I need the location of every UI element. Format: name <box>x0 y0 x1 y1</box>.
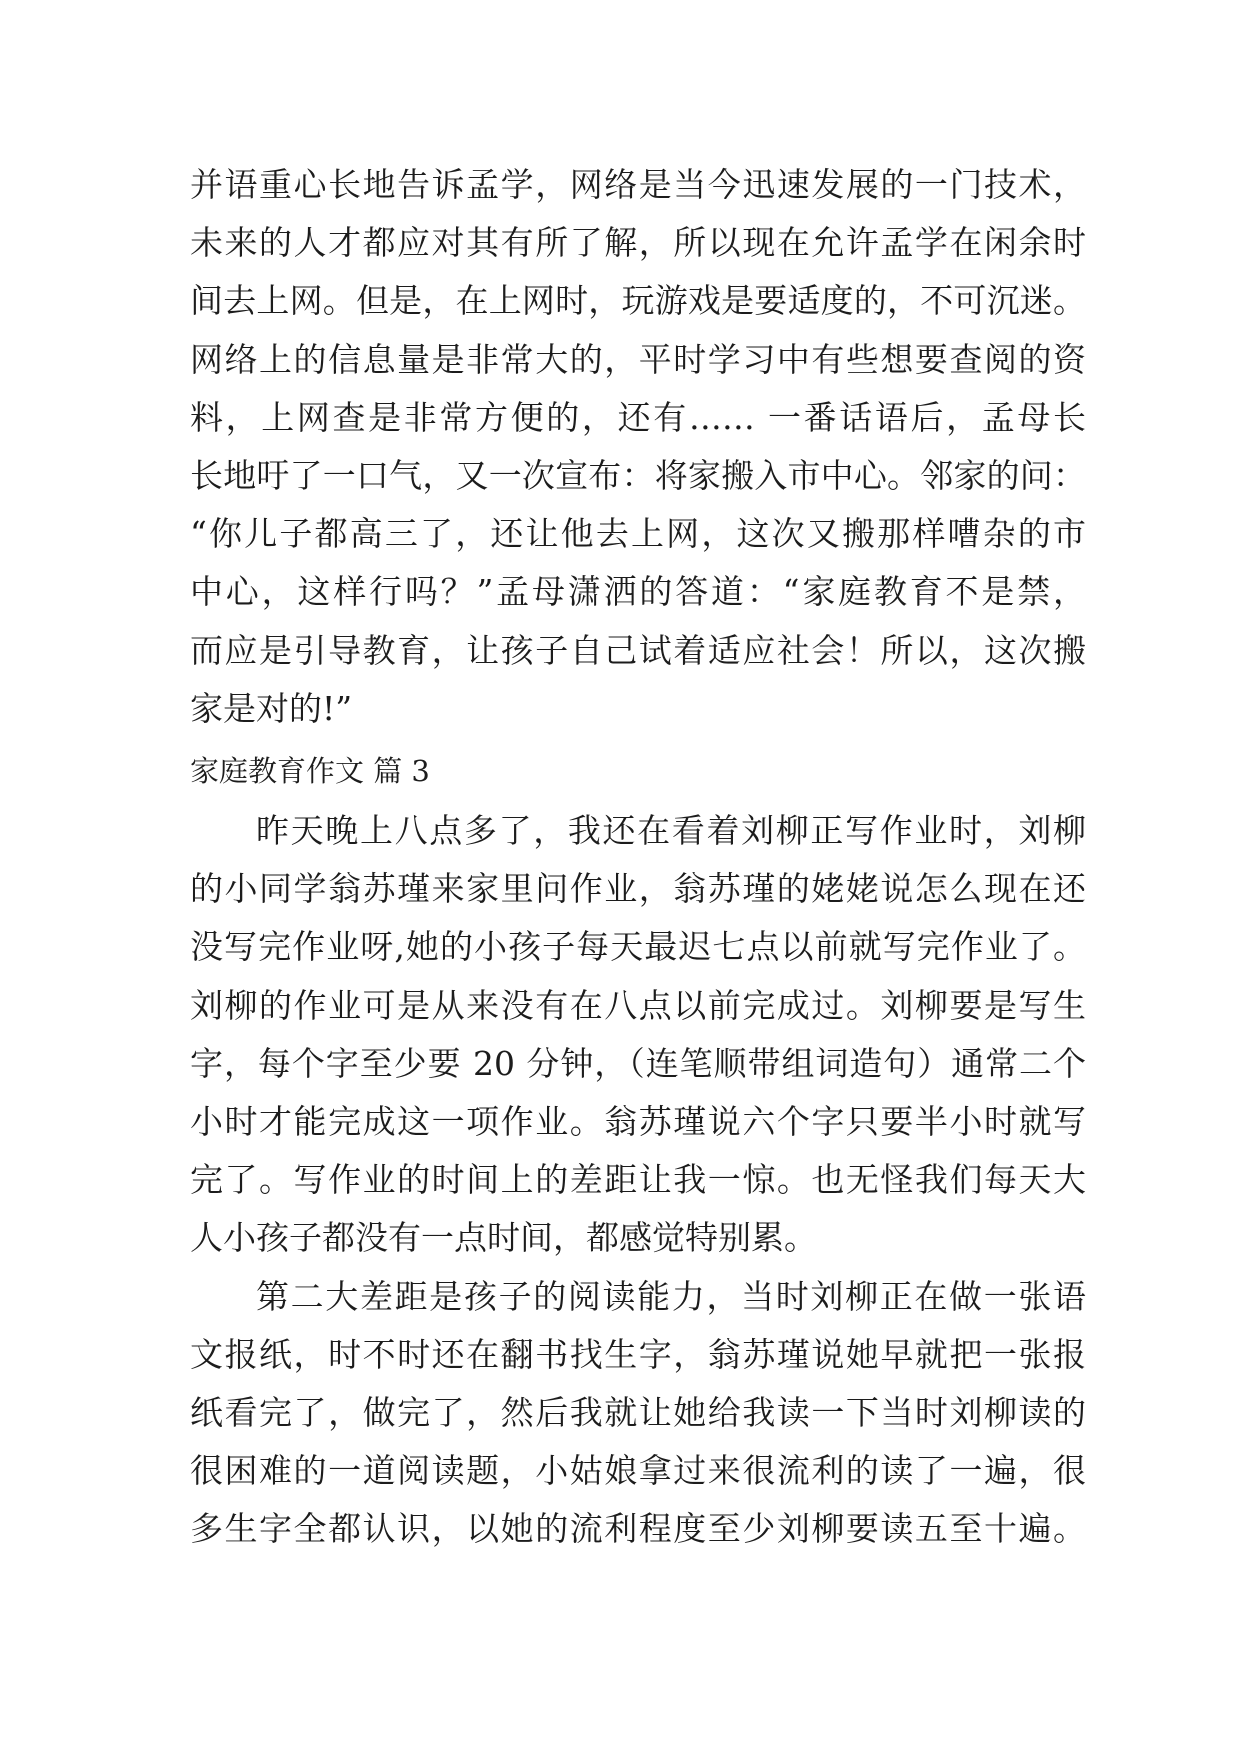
section-heading: 家庭教育作文 篇 3 <box>190 754 430 788</box>
text-line: “你儿子都高三了，还让他去上网，这次又搬那样嘈杂的市 <box>190 514 1086 553</box>
text-line: 昨天晚上八点多了，我还在看着刘柳正写作业时，刘柳 <box>256 811 1086 850</box>
text-line: 的小同学翁苏瑾来家里问作业，翁苏瑾的姥姥说怎么现在还 <box>190 869 1086 908</box>
text-line: 未来的人才都应对其有所了解，所以现在允许孟学在闲余时 <box>190 223 1086 262</box>
text-line: 家是对的!” <box>190 689 353 728</box>
text-line: 字，每个字至少要 20 分钟，（连笔顺带组词造句）通常二个 <box>190 1044 1086 1083</box>
text-line: 人小孩子都没有一点时间，都感觉特别累。 <box>190 1218 817 1257</box>
text-line: 第二大差距是孩子的阅读能力，当时刘柳正在做一张语 <box>256 1277 1086 1316</box>
text-line: 并语重心长地告诉孟学，网络是当今迅速发展的一门技术， <box>190 165 1086 204</box>
text-line: 没写完作业呀,她的小孩子每天最迟七点以前就写完作业了。 <box>190 927 1086 966</box>
text-line: 网络上的信息量是非常大的，平时学习中有些想要查阅的资 <box>190 340 1086 379</box>
text-line: 文报纸，时不时还在翻书找生字，翁苏瑾说她早就把一张报 <box>190 1335 1086 1374</box>
text-line: 料，上网查是非常方便的，还有…… 一番话语后，孟母长 <box>190 398 1086 437</box>
text-line: 间去上网。但是，在上网时，玩游戏是要适度的，不可沉迷。 <box>190 281 1086 320</box>
text-line: 完了。写作业的时间上的差距让我一惊。也无怪我们每天大 <box>190 1160 1086 1199</box>
text-line: 中心，这样行吗？”孟母潇洒的答道：“家庭教育不是禁， <box>190 572 1086 611</box>
text-line: 多生字全都认识，以她的流利程度至少刘柳要读五至十遍。 <box>190 1509 1086 1548</box>
text-line: 长地吁了一口气，又一次宣布：将家搬入市中心。邻家的问： <box>190 456 1086 495</box>
text-line: 刘柳的作业可是从来没有在八点以前完成过。刘柳要是写生 <box>190 986 1086 1025</box>
text-line: 纸看完了，做完了，然后我就让她给我读一下当时刘柳读的 <box>190 1393 1086 1432</box>
text-line: 小时才能完成这一项作业。翁苏瑾说六个字只要半小时就写 <box>190 1102 1086 1141</box>
text-line: 很困难的一道阅读题，小姑娘拿过来很流利的读了一遍，很 <box>190 1451 1086 1490</box>
text-line: 而应是引导教育，让孩子自己试着适应社会！所以，这次搬 <box>190 631 1086 670</box>
